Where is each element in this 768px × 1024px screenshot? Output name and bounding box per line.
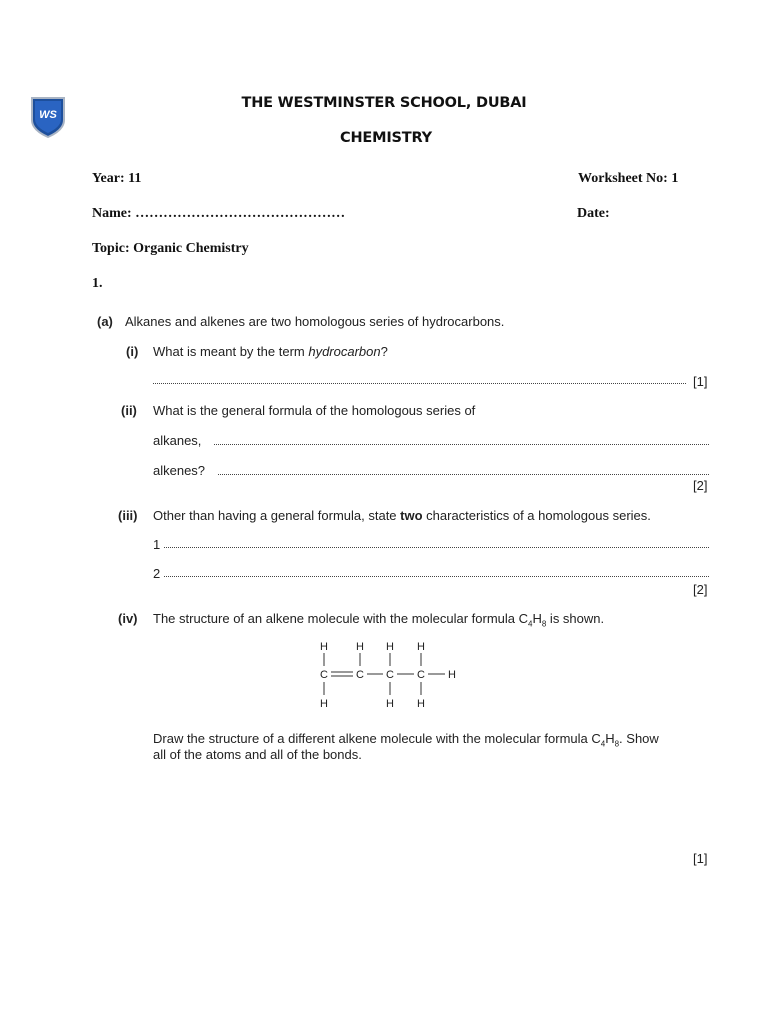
alkenes-label: alkenes? <box>153 463 206 478</box>
answer-line-i[interactable] <box>153 383 686 384</box>
atom-h: H <box>320 698 328 710</box>
answer-line-alkanes[interactable] <box>214 444 709 445</box>
mark-iii: [2] <box>693 582 708 597</box>
answer-line-iii-1[interactable] <box>164 547 709 548</box>
mark-ii: [2] <box>693 478 708 493</box>
atom-c: C <box>417 669 425 681</box>
question-number: 1. <box>92 276 103 291</box>
part-iv-question: The structure of an alkene molecule with the molecular formula $C_4H_8$ is shown. <box>153 611 605 629</box>
name-field: Name: ……………………………………… <box>92 206 346 221</box>
atom-h: H <box>386 641 394 653</box>
year-label: Year: 11 <box>92 171 142 186</box>
atom-c: C <box>320 669 328 681</box>
alkene-structure-diagram <box>310 636 470 716</box>
topic-label: Topic: Organic Chemistry <box>92 241 249 256</box>
answer-line-iii-2[interactable] <box>164 576 709 577</box>
atom-h: H <box>356 641 364 653</box>
part-iii-label: (iii) <box>118 508 138 523</box>
answer-line-alkenes[interactable] <box>218 474 709 475</box>
part-i-label: (i) <box>126 344 139 359</box>
part-ii-label: (ii) <box>121 403 137 418</box>
atom-h: H <box>448 669 456 681</box>
atom-c: C <box>356 669 364 681</box>
line-2-label: 2 <box>153 566 161 581</box>
atom-h: H <box>417 641 425 653</box>
part-i-question: What is meant by the term hydrocarbon? <box>153 344 388 359</box>
part-ii-question: What is the general formula of the homologous series of <box>153 403 476 418</box>
atom-h: H <box>386 698 394 710</box>
part-a-text: Alkanes and alkenes are two homologous series of hydrocarbons. <box>125 314 505 329</box>
atom-c: C <box>386 669 394 681</box>
logo-text: WS <box>39 109 57 121</box>
draw-instruction-line2: all of the atoms and all of the bonds. <box>153 747 362 762</box>
school-name: THE WESTMINSTER SCHOOL, DUBAI <box>241 95 527 111</box>
worksheet-number: Worksheet No: 1 <box>578 171 679 186</box>
draw-instruction: Draw the structure of a different alkene molecule with the molecular formula $C_4H_8$. Show <box>153 731 659 749</box>
mark-iv: [1] <box>693 851 708 866</box>
date-field: Date: <box>577 206 610 221</box>
drawing-area[interactable] <box>153 770 693 845</box>
part-iv-label: (iv) <box>118 611 138 626</box>
mark-i: [1] <box>693 374 708 389</box>
part-a-label: (a) <box>97 314 113 329</box>
alkanes-label: alkanes, <box>153 433 202 448</box>
subject-title: CHEMISTRY <box>340 130 432 146</box>
atom-h: H <box>417 698 425 710</box>
atom-h: H <box>320 641 328 653</box>
part-iii-question: Other than having a general formula, state two characteristics of a homologous series. <box>153 508 651 523</box>
line-1-label: 1 <box>153 537 161 552</box>
